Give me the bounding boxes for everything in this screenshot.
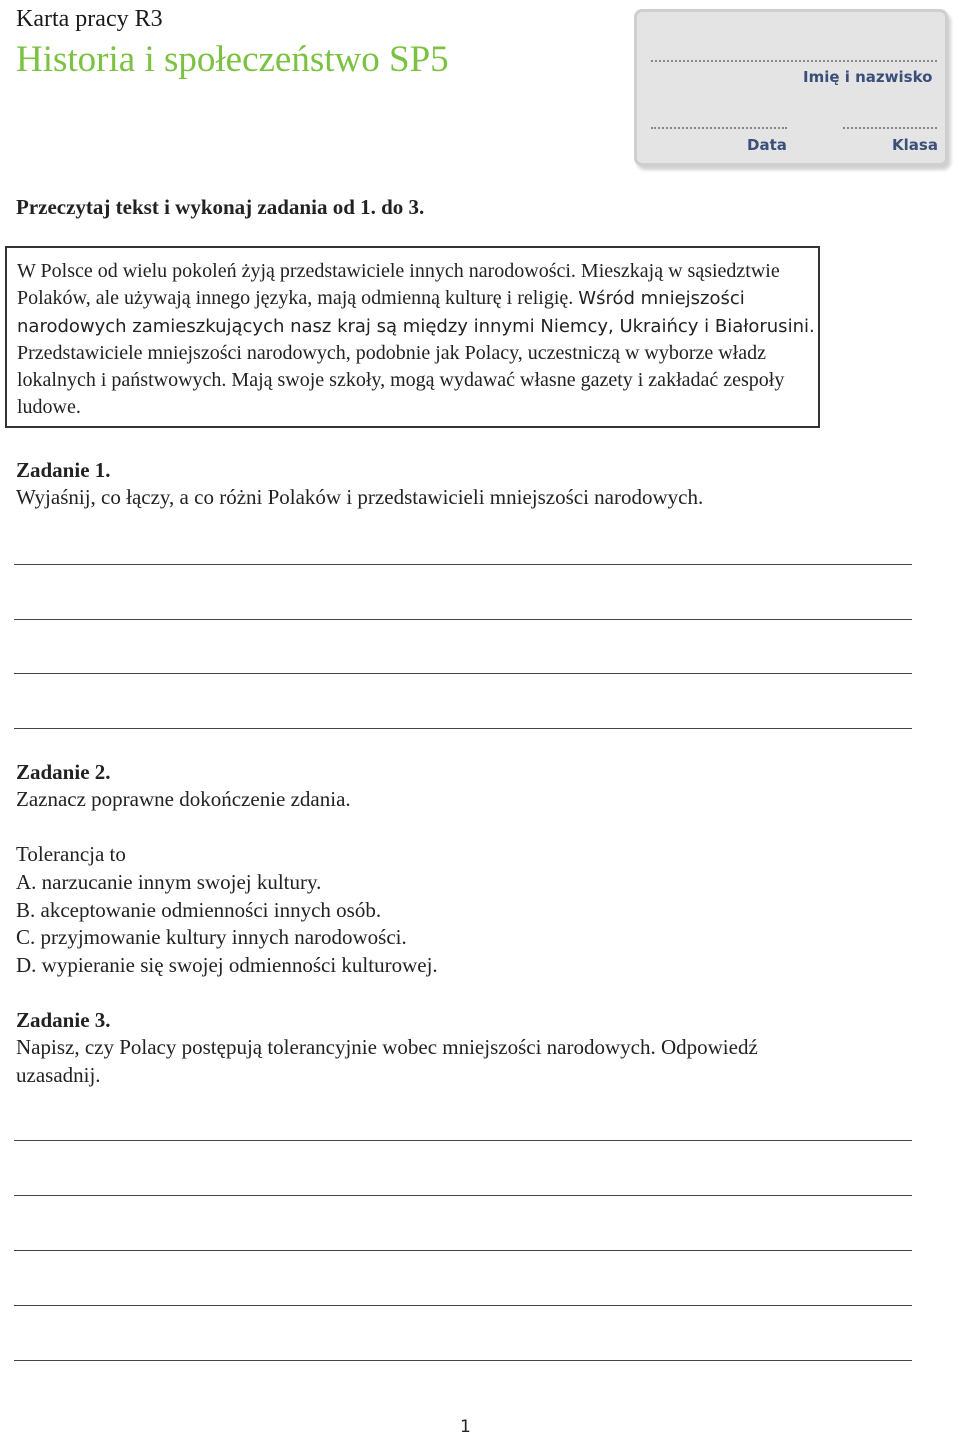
passage-part-2: Wśród mniejszości narodowych zamieszkujących nasz kraj są między innymi Niemcy, Ukraińcy i Białorusini.	[17, 288, 815, 337]
task-2-heading: Zadanie 2.	[16, 760, 111, 784]
option-a[interactable]: A. narzucanie innym swojej kultury.	[16, 870, 322, 894]
task-3-prompt-line-2: uzasadnij.	[16, 1063, 101, 1087]
date-label: Data	[747, 136, 787, 154]
answer-line[interactable]	[14, 728, 912, 729]
class-label: Klasa	[892, 136, 938, 154]
reading-passage	[17, 258, 815, 422]
worksheet-code: Karta pracy R3	[16, 6, 163, 32]
answer-line[interactable]	[14, 619, 912, 620]
option-b[interactable]: B. akceptowanie odmienności innych osób.	[16, 898, 382, 922]
task-2-stem: Tolerancja to	[16, 842, 126, 866]
page-number: 1	[460, 1417, 471, 1437]
passage-part-3: Przedstawiciele mniejszości narodowych, podobnie jak Polacy, uczestniczą w wyborze władz lokalnych i państwowych. Mają swoje szkoły, mogą wydawać własne gazety i zakładać zespoły ludowe.	[17, 341, 785, 419]
answer-line[interactable]	[14, 1140, 912, 1141]
answer-line[interactable]	[14, 1360, 912, 1361]
answer-line[interactable]	[14, 1195, 912, 1196]
subject-title: Historia i społeczeństwo SP5	[16, 39, 449, 80]
instruction: Przeczytaj tekst i wykonaj zadania od 1. do 3.	[16, 195, 425, 219]
answer-line[interactable]	[14, 564, 912, 565]
passage-part-1: W Polsce od wielu pokoleń żyją przedstawiciele innych narodowości. Mieszkają w sąsiedztwie Polaków, ale używają innego języka, mają odmienną kulturę i religię.	[17, 260, 780, 310]
dotted-divider	[651, 60, 937, 62]
task-1-prompt: Wyjaśnij, co łączy, a co różni Polaków i przedstawicieli mniejszości narodowych.	[16, 485, 704, 509]
answer-line[interactable]	[14, 1250, 912, 1251]
option-d[interactable]: D. wypieranie się swojej odmienności kulturowej.	[16, 953, 438, 977]
answer-line[interactable]	[14, 1305, 912, 1306]
option-c[interactable]: C. przyjmowanie kultury innych narodowości.	[16, 925, 407, 949]
name-label: Imię i nazwisko	[803, 68, 933, 86]
task-3-prompt-line-1: Napisz, czy Polacy postępują tolerancyjnie wobec mniejszości narodowych. Odpowiedź	[16, 1035, 758, 1059]
task-1-heading: Zadanie 1.	[16, 458, 111, 482]
student-info-box	[634, 9, 948, 166]
task-3-heading: Zadanie 3.	[16, 1008, 111, 1032]
reading-passage-box	[5, 246, 820, 428]
dotted-divider	[843, 127, 937, 129]
dotted-divider	[651, 127, 787, 129]
answer-line[interactable]	[14, 673, 912, 674]
task-2-prompt: Zaznacz poprawne dokończenie zdania.	[16, 787, 351, 811]
